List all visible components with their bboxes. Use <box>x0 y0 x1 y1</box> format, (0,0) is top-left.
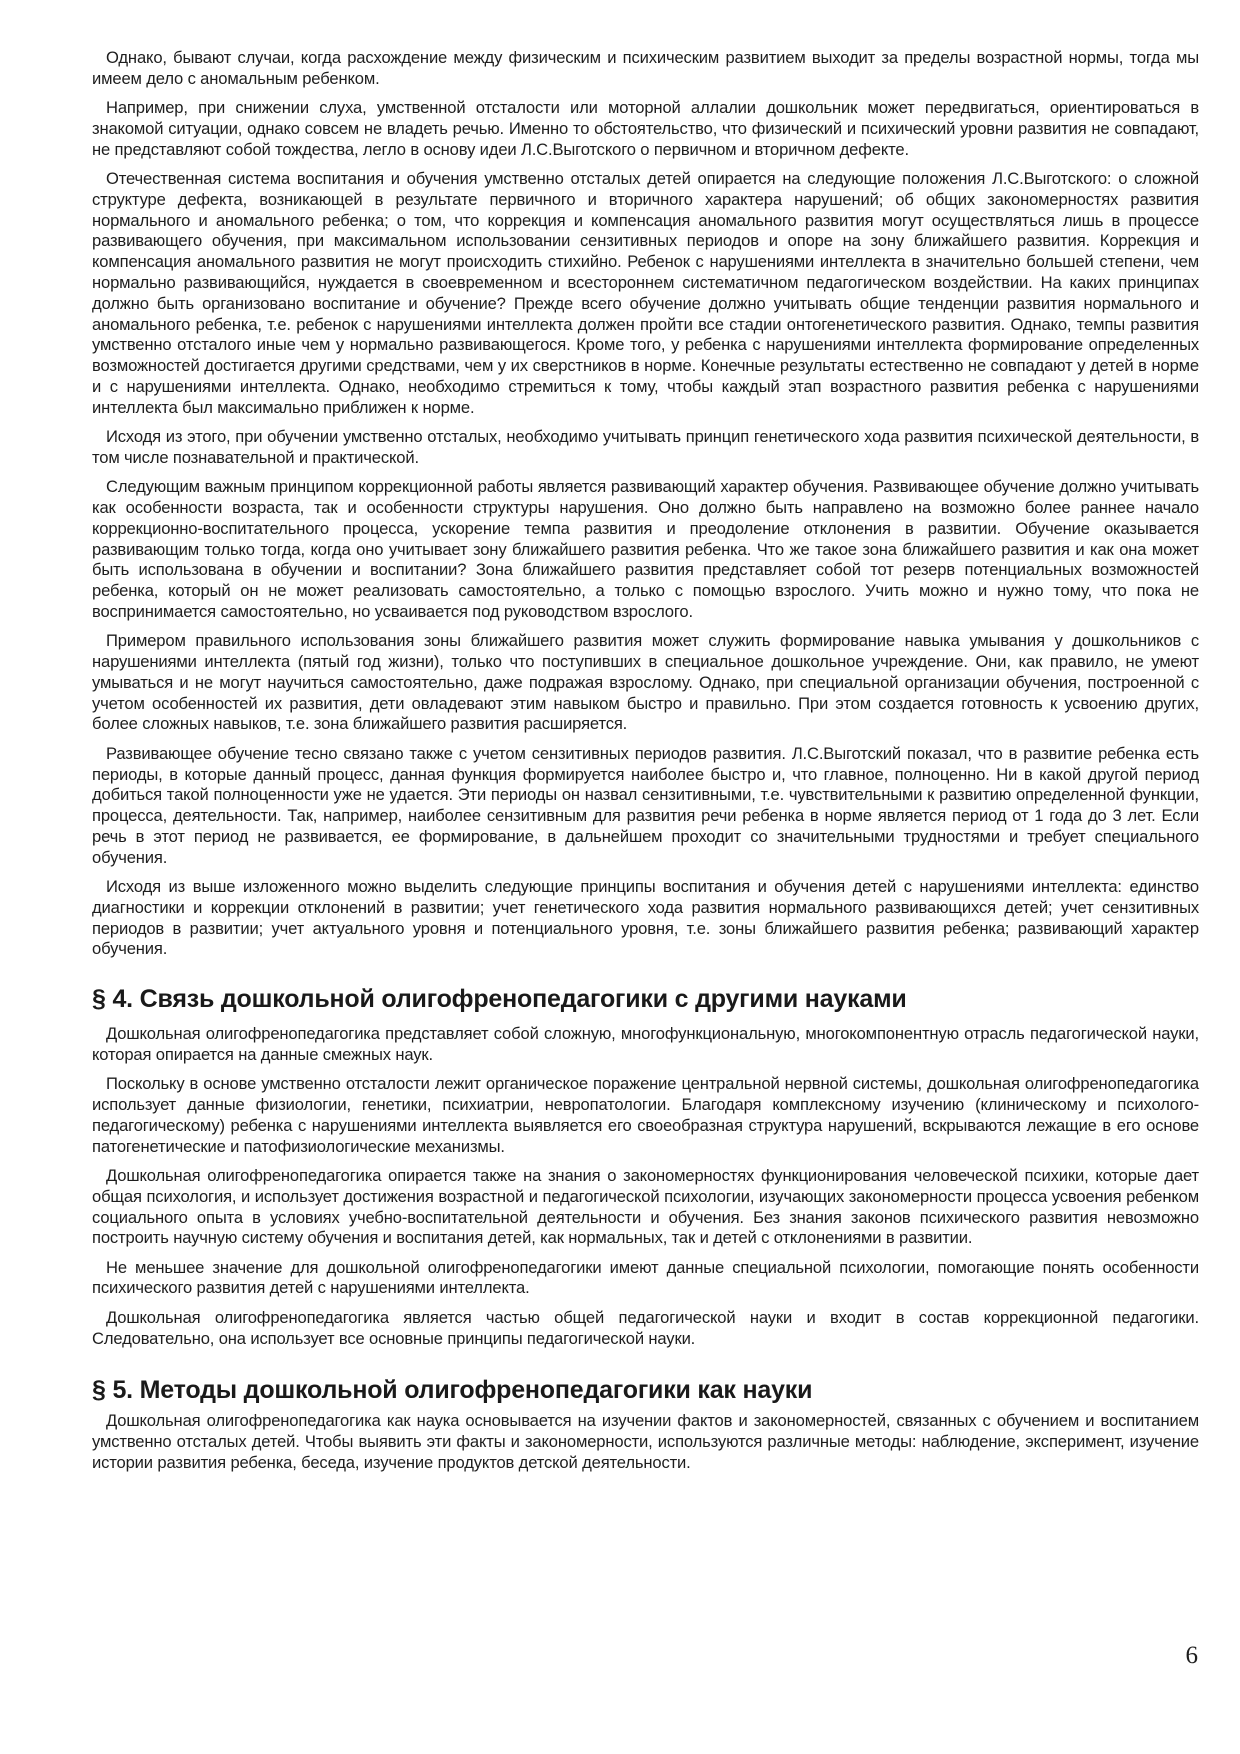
paragraph: Дошкольная олигофренопедагогика как наука основывается на изучении фактов и закономерностей, связанных с обучением и воспитанием умственно отсталых детей. Чтобы выявить эти факты и закономерности, используются различные методы: наблюдение, эксперимент, изучение истории развития ребенка, беседа, изучение продуктов детской деятельности. <box>92 1411 1199 1472</box>
paragraph: Исходя из выше изложенного можно выделить следующие принципы воспитания и обучения детей с нарушениями интеллекта: единство диагностики и коррекции отклонений в развитии; учет генетического хода развития нормального развивающихся детей; учет сензитивных периодов в развитии; учет актуального уровня и потенциального уровня, т.е. зоны ближайшего развития ребенка; развивающий характер обучения. <box>92 876 1199 959</box>
section-heading-4: § 4. Связь дошкольной олигофренопедагогики с другими науками <box>92 985 907 1014</box>
paragraph: Поскольку в основе умственно отсталости лежит органическое поражение центральной нервной системы, дошкольная олигофренопедагогика использует данные физиологии, генетики, психиатрии, невропатологии. Благодаря комплексному изучению (клиническому и психолого-педагогическому) ребенка с нарушениями интеллекта выявляется его своеобразная структура нарушений, вскрываются лежащие в его основе патогенетические и патофизиологические механизмы. <box>92 1074 1199 1156</box>
paragraph: Например, при снижении слуха, умственной отсталости или моторной аллалии дошкольник может передвигаться, ориентироваться в знакомой ситуации, однако совсем не владеть речью. Именно то обстоятельство, что физический и психический уровни развития не совпадают, не представляют собой тождества, легло в основу идеи Л.С.Выготского о первичном и вторичном дефекте. <box>92 98 1199 159</box>
paragraph: Развивающее обучение тесно связано также с учетом сензитивных периодов развития. Л.С.Выготский показал, что в развитие ребенка есть периоды, в которые данный процесс, данная функция формируется наиболее быстро и, что главное, полноценно. Ни в какой другой период добиться такой полноценности уже не удается. Эти периоды он назвал сензитивными, т.е. чувствительными к развитию определенной функции, процесса, деятельности. Так, например, наиболее сензитивным для развития речи ребенка в норме является период от 1 года до 3 лет. Если речь в этот период не развивается, ее формирование, в дальнейшем проходит со значительными трудностями и требует специального обучения. <box>92 743 1199 867</box>
document-page <box>92 48 1199 1482</box>
paragraph: Дошкольная олигофренопедагогика является частью общей педагогической науки и входит в состав коррекционной педагогики. Следовательно, она использует все основные принципы педагогической науки. <box>92 1307 1199 1348</box>
paragraph: Отечественная система воспитания и обучения умственно отсталых детей опирается на следующие положения Л.С.Выготского: о сложной структуре дефекта, возникающей в результате первичного и вторичного характера нарушений; об общих закономерностях развития нормального и аномального ребенка; о том, что коррекция и компенсация аномального развития могут осуществляться лишь в процессе развивающего обучения, при максимальном использовании сензитивных периодов и опоре на зону ближайшего развития. Коррекция и компенсация аномального развития не могут происходить стихийно. Ребенок с нарушениями интеллекта в значительно большей степени, чем нормально развивающийся, нуждается в своевременном и всестороннем систематичном педагогическом воздействии. На каких принципах должно быть организовано воспитание и обучение? Прежде всего обучение должно учитывать общие тенденции развития нормального и аномального ребенка, т.е. ребенок с нарушениями интеллекта должен пройти все стадии онтогенетического развития. Однако, темпы развития умственно отсталого иные чем у нормально развивающегося. Кроме того, у ребенка с нарушениями интеллекта формирование определенных возможностей достигается другими средствами, чем у их сверстников в норме. Конечные результаты естественно не совпадают у детей в норме и с нарушениями интеллекта. Однако, необходимо стремиться к тому, чтобы каждый этап возрастного развития ребенка с нарушениями интеллекта был максимально приближен к норме. <box>92 168 1199 417</box>
paragraph: Дошкольная олигофренопедагогика опирается также на знания о закономерностях функционирования человеческой психики, которые дает общая психология, и использует достижения возрастной и педагогической психологии, изучающих закономерности процесса усвоения ребенком социального опыта в условиях учебно-воспитательной деятельности и обучения. Без знания законов психического развития невозможно построить научную систему обучения и воспитания детей, как нормальных, так и детей с отклонениями в развитии. <box>92 1165 1199 1248</box>
page-number: 6 <box>1185 1642 1198 1669</box>
paragraph: Исходя из этого, при обучении умственно отсталых, необходимо учитывать принцип генетического хода развития психической деятельности, в том числе познавательной и практической. <box>92 427 1199 467</box>
section-heading-5: § 5. Методы дошкольной олигофренопедагогики как науки <box>92 1376 813 1405</box>
paragraph: Примером правильного использования зоны ближайшего развития может служить формирование навыка умывания у дошкольников с нарушениями интеллекта (пятый год жизни), только что поступивших в специальное дошкольное учреждение. Они, как правило, не умеют умываться и не могут научиться самостоятельно, даже подражая взрослому. Однако, при специальной организации обучения, построенной с учетом особенностей их развития, дети овладевают этим навыком быстро и правильно. При этом создается готовность к усвоению других, более сложных навыков, т.е. зона ближайшего развития расширяется. <box>92 631 1199 734</box>
paragraph: Дошкольная олигофренопедагогика представляет собой сложную, многофункциональную, многокомпонентную отрасль педагогической науки, которая опирается на данные смежных наук. <box>92 1024 1199 1064</box>
paragraph: Не меньшее значение для дошкольной олигофренопедагогики имеют данные специальной психологии, помогающие понять особенности психического развития детей с нарушениями интеллекта. <box>92 1257 1199 1298</box>
paragraph: Однако, бывают случаи, когда расхождение между физическим и психическим развитием выходит за пределы возрастной нормы, тогда мы имеем дело с аномальным ребенком. <box>92 48 1199 88</box>
paragraph: Следующим важным принципом коррекционной работы является развивающий характер обучения. Развивающее обучение должно учитывать как особенности возраста, так и особенности структуры нарушения. Оно должно быть направлено на возможно более раннее начало коррекционно-воспитательного процесса, ускорение темпа развития и преодоление отклонения в развитии. Обучение оказывается развивающим только тогда, когда оно учитывает зону ближайшего развития ребенка. Что же такое зона ближайшего развития и как она может быть использована в обучении и воспитании? Зона ближайшего развития представляет собой тот резерв потенциальных возможностей ребенка, который он не может реализовать самостоятельно, а только с помощью взрослого. Учить можно и нужно тому, что пока не воспринимается самостоятельно, но усваивается под руководством взрослого. <box>92 477 1199 621</box>
